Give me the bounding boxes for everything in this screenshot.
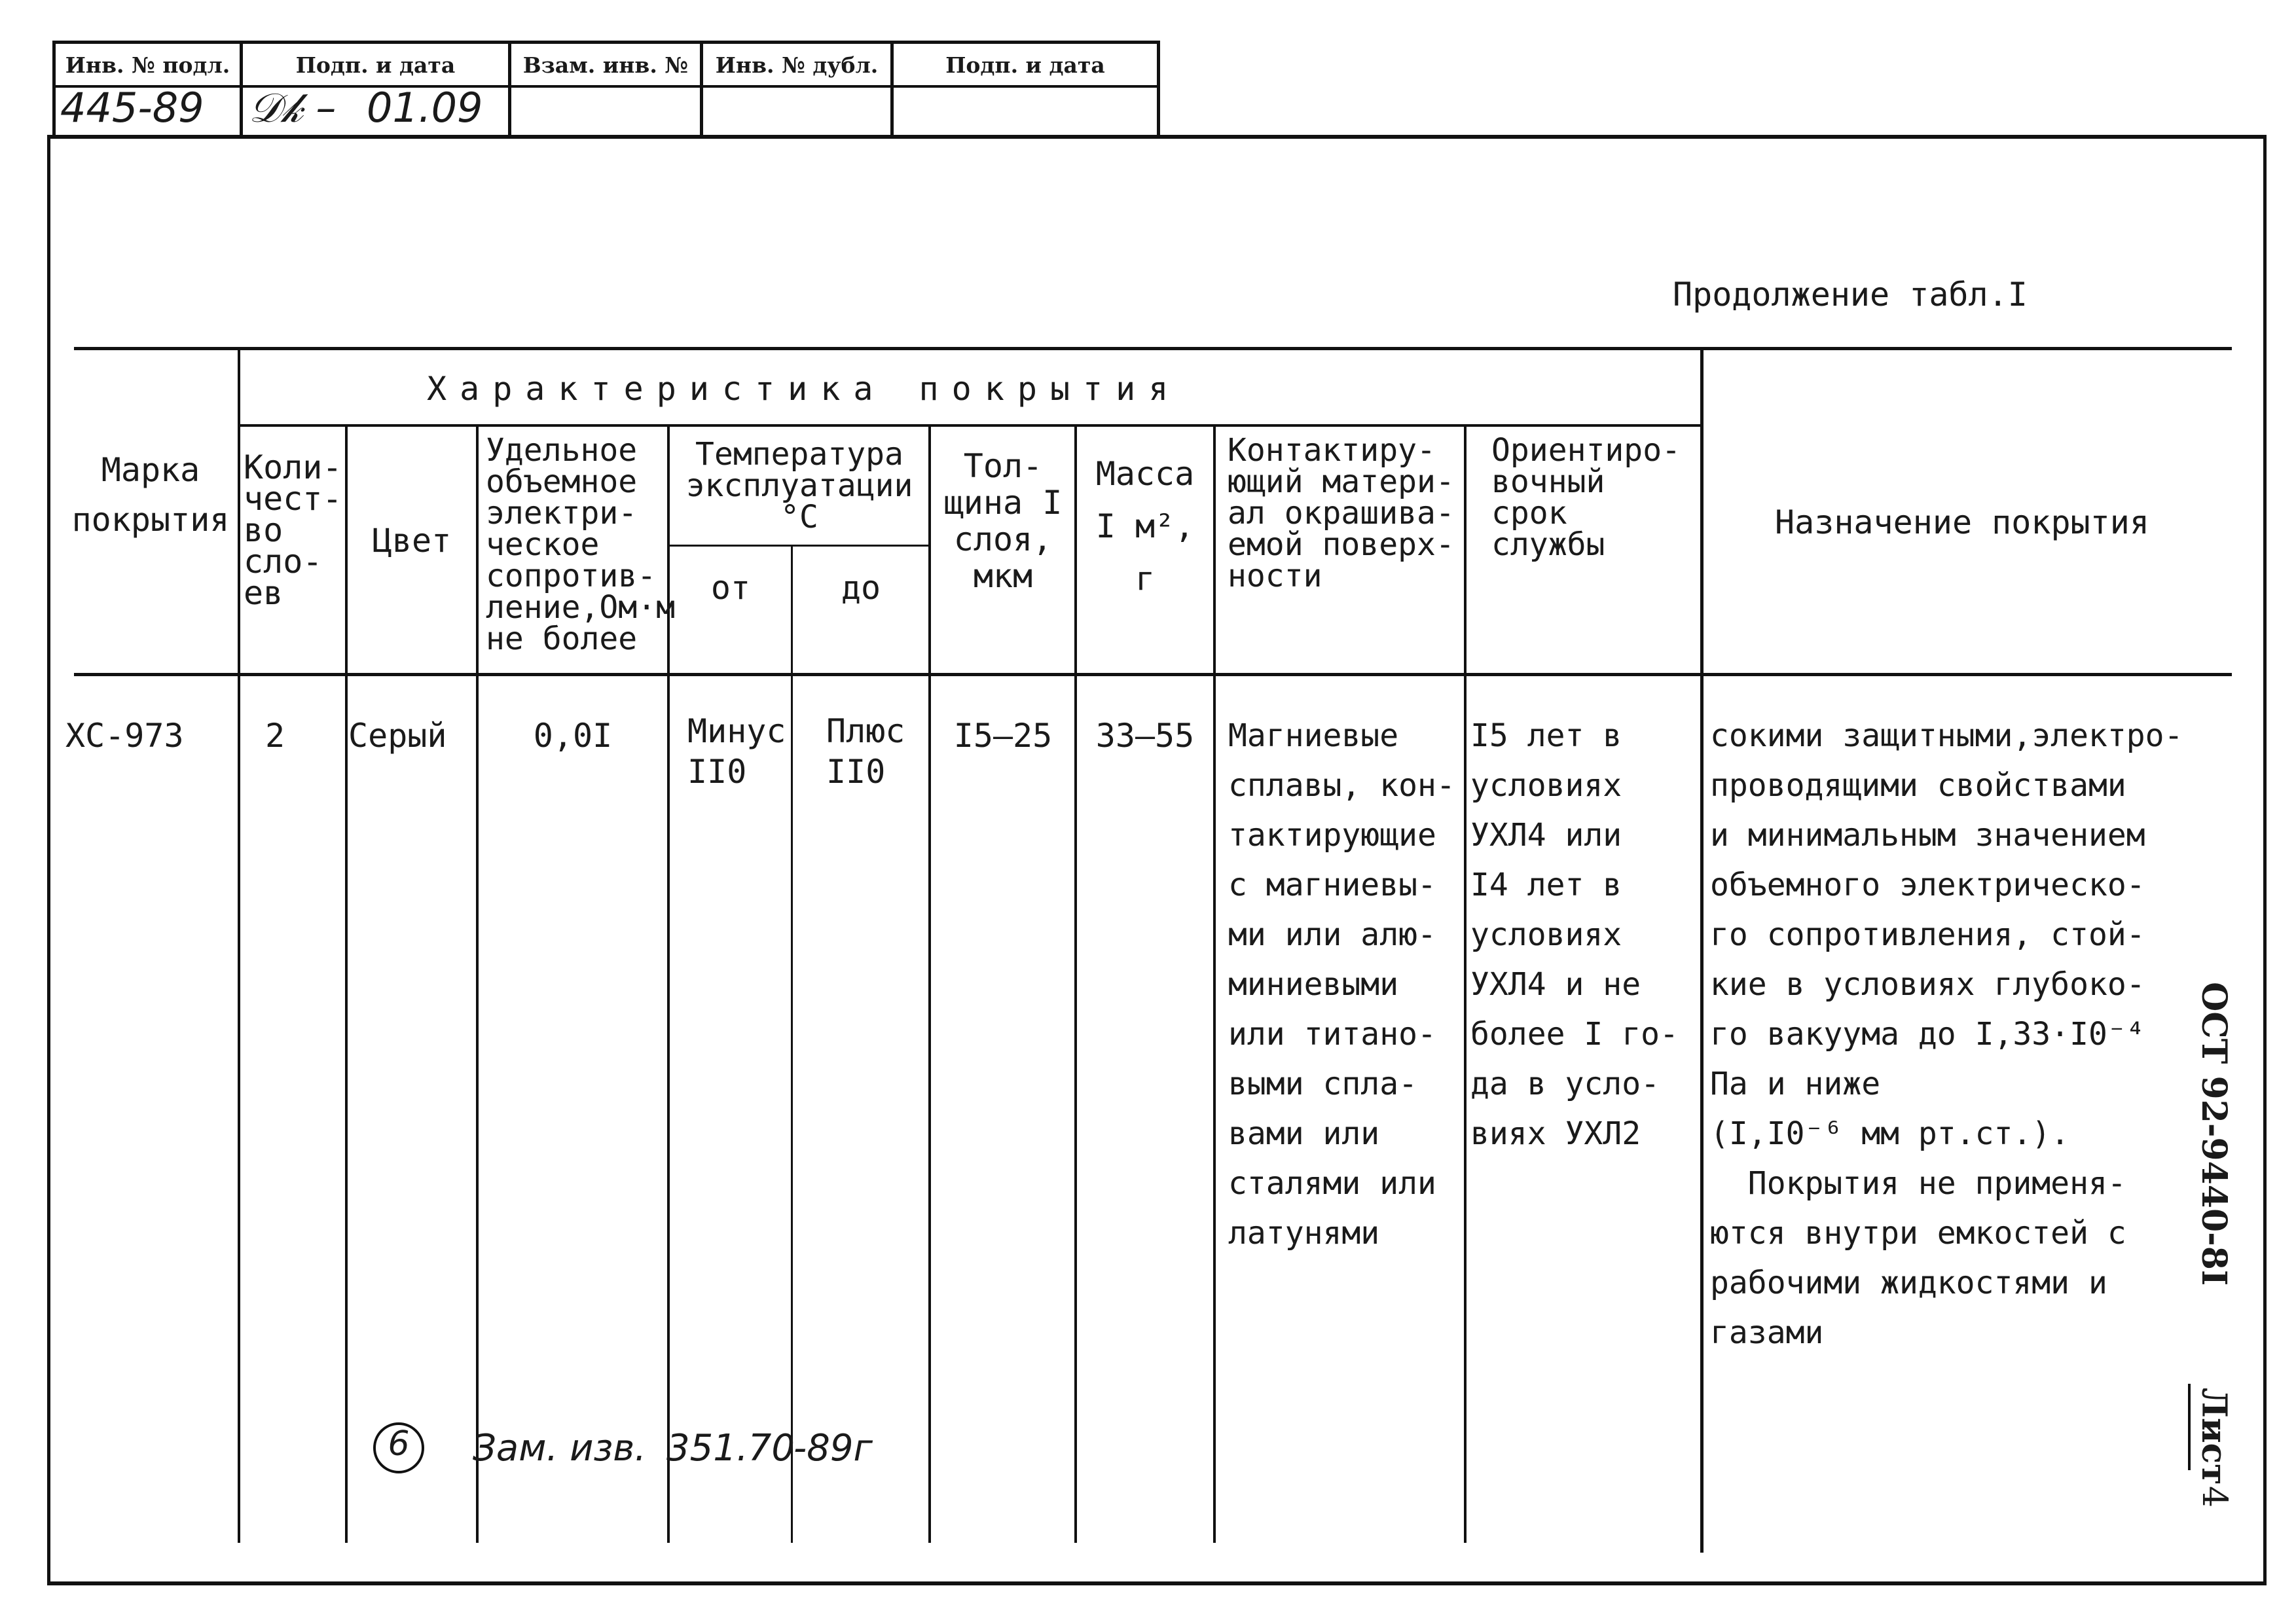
col-brand-header: Марка покрытия [71,451,230,539]
cell-brand: ХС-973 [65,717,184,755]
col-temp-from-header: от [710,569,751,607]
cell-purpose: сокими защитными,электро- проводящими свойствами и минимальным значением объемного электрическо- го сопротивления, стой- кие в условиях глубоко- го вакуума до I,33·I0⁻⁴ Па и ниже (I,I0⁻⁶ мм рт.ст.). Покрытия не применя- ются внутри емкостей с рабочими жидкостями и газами [1710,717,2183,1351]
side-sheet-divider [2188,1384,2191,1470]
change-note-year: -89г [793,1427,873,1470]
col-color-header: Цвет [372,522,452,560]
change-note-text: Зам. изв. [473,1427,647,1470]
side-sheet-number: 4 [2195,1486,2234,1508]
cell-thickness: I5–25 [953,717,1053,755]
stamp-header-dup-inv: Инв. № дубл. [715,52,879,78]
col-layers-header: Коли- чест- во сло- ев [244,448,342,612]
change-note-doc: 351.70 [666,1427,795,1470]
stamp-header-sign-date: Подп. и дата [295,52,456,78]
change-number: 6 [388,1424,410,1464]
cell-temp-from: Минус II0 [687,712,786,791]
signature-mark: 𝒟𝓀 – [249,84,337,132]
col-contact-header: Контактиру- ющий матери- ал окрашива- емой поверх- ности [1228,432,1455,594]
cell-temp-to: Плюс II0 [826,712,905,791]
side-sheet-label: Лист [2194,1388,2234,1485]
cell-contact: Магниевые сплавы, кон- тактирующие с магниевы- ми или алю- миниевыми или титано- выми спла- вами или сталями или латунями [1228,717,1455,1252]
col-purpose-header: Назначение покрытия [1775,503,2149,541]
col-mass-header: Масса I м², г [1095,455,1195,598]
cell-mass: 33–55 [1095,717,1195,755]
cell-color: Серый [348,717,447,755]
cell-service-life: I5 лет в условиях УХЛ4 или I4 лет в условиях УХЛ4 и не более I го- да в усло- виях УХЛ2 [1470,717,1679,1152]
stamp-inv-number: 445-89 [60,84,204,132]
stamp-header-sign-date-2: Подп. и дата [945,52,1105,78]
group-header: Характеристика покрытия [427,370,1182,408]
continuation-label: Продолжение табл.I [1673,276,2028,314]
cell-layers: 2 [264,717,285,755]
side-standard-code: ОСТ 92-9440-8I [2194,982,2234,1286]
col-service-life-header: Ориентиро- вочный срок службы [1491,432,1681,563]
stamp-header-inv-orig: Инв. № подл. [65,52,230,78]
col-temp-to-header: до [841,569,881,607]
cell-resistance: 0,0I [533,717,613,755]
stamp-header-replaced-inv: Взам. инв. № [522,52,689,78]
col-resistance-header: Удельное объемное электри- ческое сопротив- ление,Ом·м не более [486,432,675,657]
stamp-signature-date: 01.09 [367,84,483,132]
col-thickness-header: Тол- щина I слоя, мкм [943,447,1063,595]
col-temperature-header: Температура эксплуатации °С [685,436,913,535]
